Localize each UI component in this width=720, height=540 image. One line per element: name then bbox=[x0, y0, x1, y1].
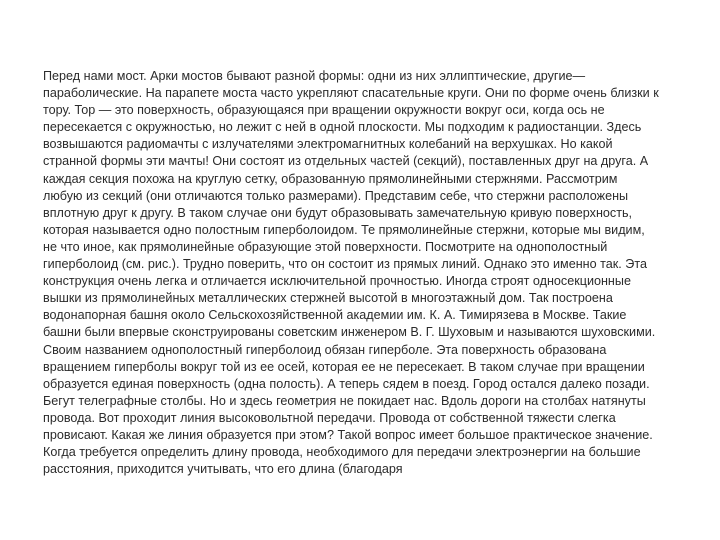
text-line: башни были впервые сконструированы советским инженером В. Г. Шуховым и называются шуховскими. bbox=[43, 325, 656, 340]
text-line: Перед нами мост. Арки мостов бывают разной формы: одни из них эллиптические, другие— bbox=[43, 69, 586, 83]
text-line: параболические. На парапете моста часто укрепляют спасательные круги. Они по форме очень близки к bbox=[43, 86, 659, 101]
text-line: водонапорная башня около Сельскохозяйственной академии им. К. А. Тимирязева в Москве. Такие bbox=[43, 308, 627, 323]
text-line: образуется единая поверхность (одна полость). А теперь сядем в поезд. Город остался далеко позади. bbox=[43, 376, 650, 391]
text-line: которая называется одно полостным гиперболоидом. Те прямолинейные стержни, которые мы видим, bbox=[43, 222, 645, 237]
text-line: гиперболоид (см. рис.). Трудно поверить, что он состоит из прямых линий. Однако это именно так. Эта bbox=[43, 257, 647, 272]
text-line: не что иное, как прямолинейные образующие этой поверхности. Посмотрите на однополостный bbox=[43, 239, 608, 254]
text-line: каждая секция похожа на круглую сетку, образованную прямолинейными стержнями. Рассмотрим bbox=[43, 171, 618, 186]
text-line: конструкция очень легка и отличается исключительной прочностью. Иногда строят односекционные bbox=[43, 274, 631, 289]
text-line: Своим названием однополостный гиперболоид обязан гиперболе. Эта поверхность образована bbox=[43, 342, 607, 357]
text-line: вплотную друг к другу. В таком случае они будут образовывать замечательную кривую поверхность, bbox=[43, 205, 633, 220]
text-line: Когда требуется определить длину провода, необходимого для передачи электроэнергии на большие bbox=[43, 445, 641, 460]
text-line: тору. Тор — это поверхность, образующаяся при вращении окружности вокруг оси, когда ось не bbox=[43, 103, 605, 118]
body-text bbox=[43, 68, 693, 478]
text-line: возвышаются радиомачты с излучателями электромагнитных колебаний на верхушках. Но какой bbox=[43, 137, 613, 152]
text-line: провисают. Какая же линия образуется при этом? Такой вопрос имеет большое практическое значение. bbox=[43, 427, 653, 442]
text-line: расстояния, приходится учитывать, что его длина (благодаря bbox=[43, 462, 403, 477]
text-line: вращением гиперболы вокруг той из ее осей, которая ее не пересекает. В таком случае при вращении bbox=[43, 359, 645, 374]
text-line: пересекается с окружностью, но лежит с ней в одной плоскости. Мы подходим к радиостанции. Здесь bbox=[43, 120, 642, 135]
text-line: вышки из прямолинейных металлических стержней высотой в многоэтажный дом. Так построена bbox=[43, 291, 613, 306]
text-line: Бегут телеграфные столбы. Но и здесь геометрия не покидает нас. Вдоль дороги на столбах натянуты bbox=[43, 393, 646, 408]
text-line: провода. Вот проходит линия высоковольтной передачи. Провода от собственной тяжести слегка bbox=[43, 410, 616, 425]
text-line: любую из секций (они отличаются только размерами). Представим себе, что стержни расположены bbox=[43, 188, 629, 203]
text-line: странной формы эти мачты! Они состоят из отдельных частей (секций), поставленных друг на друга. А bbox=[43, 154, 649, 169]
